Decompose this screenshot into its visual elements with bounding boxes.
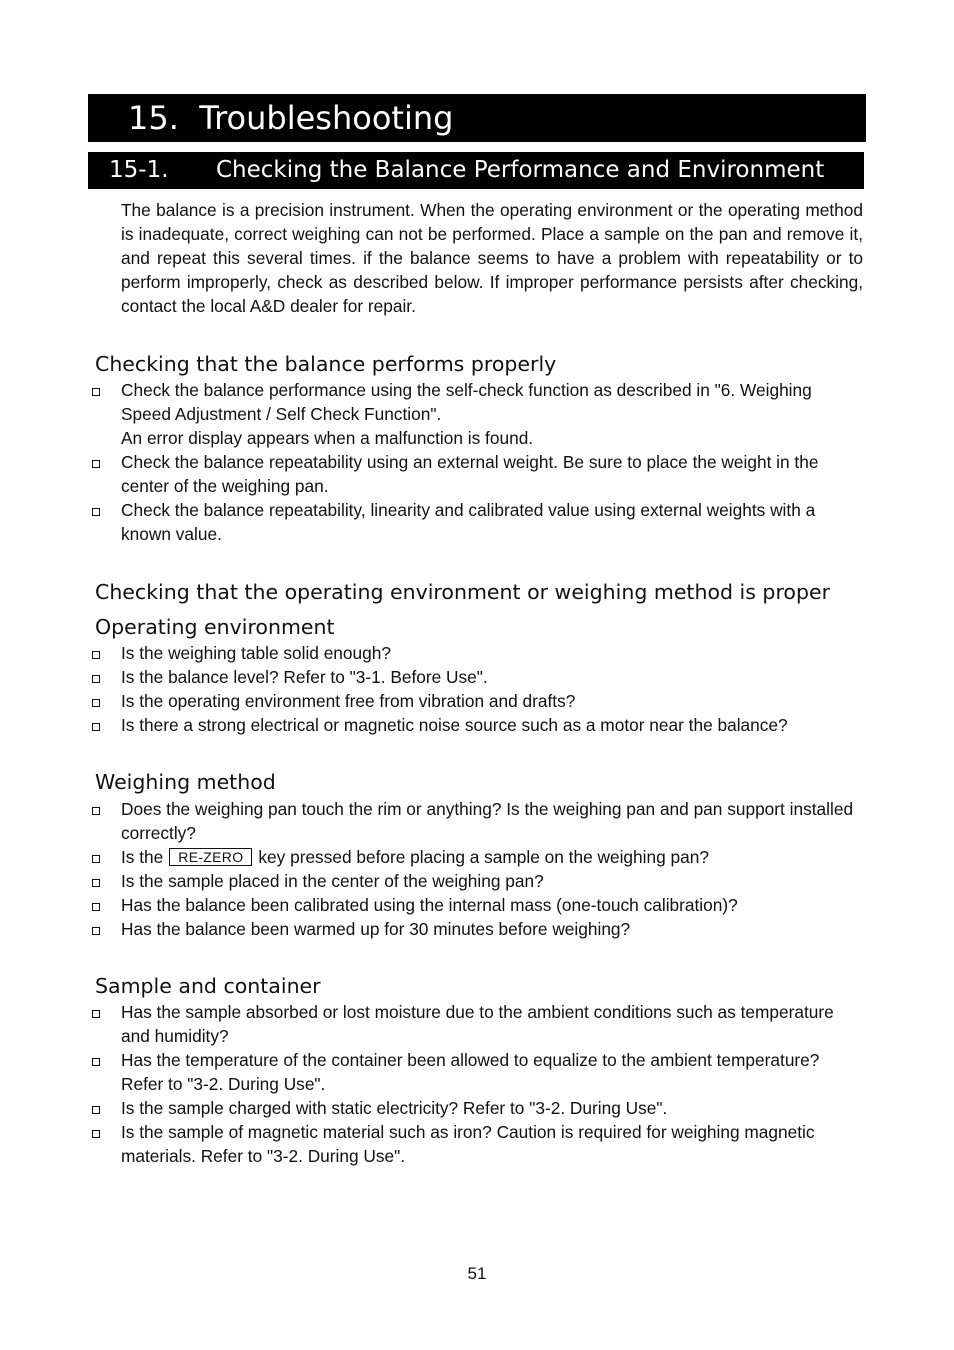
checkbox-bullet-icon xyxy=(92,388,100,396)
checkbox-bullet-icon xyxy=(92,879,100,887)
list-item xyxy=(90,450,865,498)
list-item xyxy=(90,689,865,713)
environment-method-heading: Checking that the operating environment or weighing method is proper xyxy=(95,580,831,604)
operating-environment-heading: Operating environment xyxy=(95,615,335,639)
item-text: Is there a strong electrical or magnetic noise source such as a motor near the balance? xyxy=(121,715,788,735)
sample-container-list xyxy=(90,1000,865,1168)
checkbox-bullet-icon xyxy=(92,807,100,815)
item-text: Has the balance been calibrated using the internal mass (one-touch calibration)? xyxy=(121,895,738,915)
item-text: Has the temperature of the container been allowed to equalize to the ambient temperature? Refer to "3-2. During Use". xyxy=(121,1050,820,1094)
checkbox-bullet-icon xyxy=(92,508,100,516)
list-item xyxy=(90,378,865,450)
list-item xyxy=(90,665,865,689)
item-text: Is the sample placed in the center of the weighing pan? xyxy=(121,871,544,891)
re-zero-key-label: RE-ZERO xyxy=(169,848,252,866)
list-item xyxy=(90,1048,865,1096)
list-item xyxy=(90,1096,865,1120)
list-item xyxy=(90,797,865,845)
performs-properly-list xyxy=(90,378,865,546)
checkbox-bullet-icon xyxy=(92,855,100,863)
operating-environment-list xyxy=(90,641,865,737)
item-note: An error display appears when a malfunction is found. xyxy=(121,428,534,448)
item-text: Is the weighing table solid enough? xyxy=(121,643,391,663)
section-title: Checking the Balance Performance and Environment xyxy=(216,157,825,183)
checkbox-bullet-icon xyxy=(92,699,100,707)
item-text: Has the balance been warmed up for 30 minutes before weighing? xyxy=(121,919,631,939)
checkbox-bullet-icon xyxy=(92,1058,100,1066)
checkbox-bullet-icon xyxy=(92,903,100,911)
weighing-method-heading: Weighing method xyxy=(95,770,276,794)
item-text: Is the sample charged with static electricity? Refer to "3-2. During Use". xyxy=(121,1098,668,1118)
checkbox-bullet-icon xyxy=(92,1106,100,1114)
item-text: Is the operating environment free from vibration and drafts? xyxy=(121,691,576,711)
list-item xyxy=(90,498,865,546)
checkbox-bullet-icon xyxy=(92,651,100,659)
item-text: Does the weighing pan touch the rim or anything? Is the weighing pan and pan support installed correctly? xyxy=(121,799,854,843)
performs-properly-heading: Checking that the balance performs properly xyxy=(95,352,557,376)
checkbox-bullet-icon xyxy=(92,1130,100,1138)
sample-container-heading: Sample and container xyxy=(95,974,321,998)
item-text: Check the balance repeatability using an external weight. Be sure to place the weight in the center of the weighing pan. xyxy=(121,452,819,496)
list-item xyxy=(90,713,865,737)
item-text: Has the sample absorbed or lost moisture due to the ambient conditions such as temperature and humidity? xyxy=(121,1002,834,1046)
chapter-title: 15. Troubleshooting xyxy=(128,99,454,137)
checkbox-bullet-icon xyxy=(92,460,100,468)
item-text: Is the balance level? Refer to "3-1. Before Use". xyxy=(121,667,488,687)
intro-paragraph: The balance is a precision instrument. When the operating environment or the operating method is inadequate, correct weighing can not be performed. Place a sample on the pan and remove it, and repeat this several times. if the balance seems to have a problem with repeatability or to perform improperly, check as described below. If improper performance persists after checking, contact the local A&D dealer for repair. xyxy=(121,200,863,316)
checkbox-bullet-icon xyxy=(92,927,100,935)
list-item xyxy=(90,1120,865,1168)
checkbox-bullet-icon xyxy=(92,1010,100,1018)
chapter-title-bar xyxy=(88,94,866,142)
list-item xyxy=(90,869,865,893)
list-item xyxy=(90,1000,865,1048)
item-text-before-key: Is the xyxy=(121,847,164,867)
item-text: Check the balance repeatability, linearity and calibrated value using external weights with a known value. xyxy=(121,500,816,544)
page-number: 51 xyxy=(467,1264,487,1283)
item-text: Check the balance performance using the self-check function as described in "6. Weighing Speed Adjustment / Self Check Function". xyxy=(121,380,812,424)
section-number: 15-1. xyxy=(109,157,169,183)
section-title-bar xyxy=(88,152,864,189)
list-item xyxy=(90,845,865,869)
list-item xyxy=(90,893,865,917)
weighing-method-list xyxy=(90,797,865,941)
item-text: Is the sample of magnetic material such as iron? Caution is required for weighing magnetic materials. Refer to "3-2. During Use". xyxy=(121,1122,815,1166)
item-text-after-key: key pressed before placing a sample on the weighing pan? xyxy=(258,847,709,867)
list-item xyxy=(90,917,865,941)
checkbox-bullet-icon xyxy=(92,675,100,683)
checkbox-bullet-icon xyxy=(92,723,100,731)
list-item xyxy=(90,641,865,665)
